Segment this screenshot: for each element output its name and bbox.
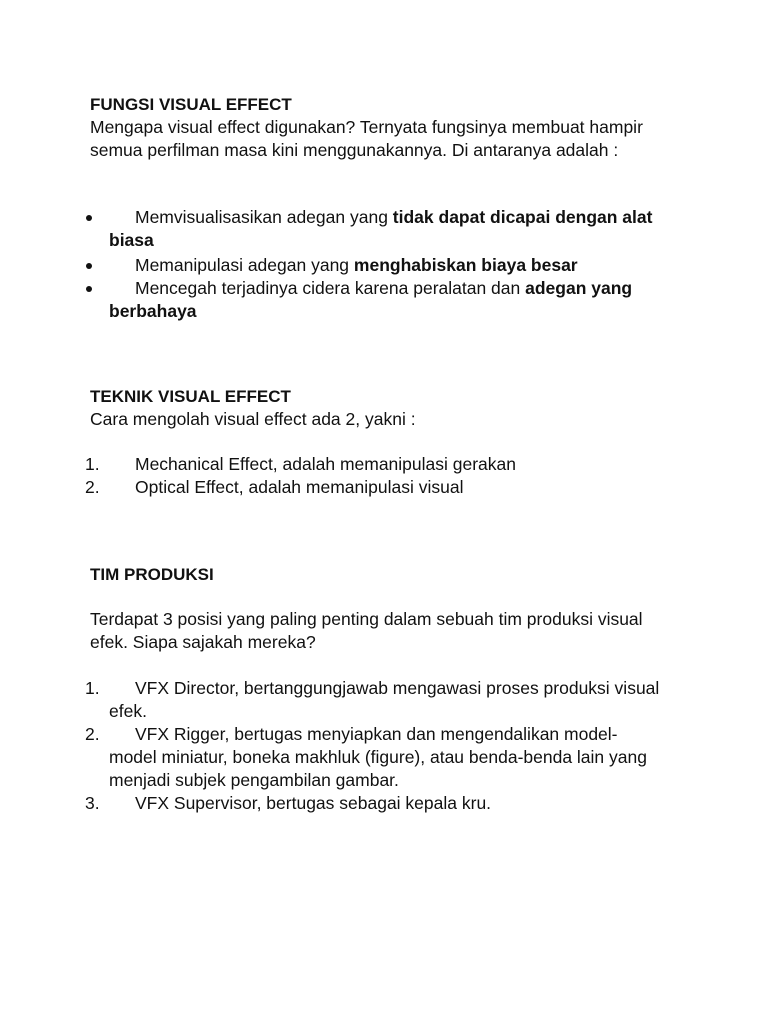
list-number: 2. xyxy=(85,724,100,744)
bullet-icon xyxy=(86,263,92,269)
section-teknik xyxy=(90,385,680,431)
section-title-teknik: TEKNIK VISUAL EFFECT xyxy=(90,387,291,406)
section-title-tim: TIM PRODUKSI xyxy=(90,565,214,584)
list-item-text: VFX Rigger, bertugas menyiapkan dan mengendalikan model-model miniatur, boneka makhluk (figure), atau benda-benda lain yang menjadi subjek pengambilan gambar. xyxy=(109,724,647,790)
section-intro-fungsi: Mengapa visual effect digunakan? Ternyata fungsinya membuat hampir semua perfilman masa kini menggunakannya. Di antaranya adalah : xyxy=(90,117,643,160)
list-item xyxy=(85,723,662,792)
list-number: 1. xyxy=(85,678,100,698)
section-intro-tim-wrap xyxy=(90,608,650,654)
bullet-emphasis: tidak dapat dicapai dengan alat biasa xyxy=(109,207,653,250)
bullet-list-fungsi xyxy=(90,206,680,323)
list-item xyxy=(85,476,680,499)
list-number: 3. xyxy=(85,793,100,813)
bullet-icon xyxy=(86,215,92,221)
bullet-text: Memvisualisasikan adegan yang xyxy=(135,207,393,227)
section-fungsi xyxy=(90,93,680,162)
list-item xyxy=(85,453,680,476)
numbered-list-tim xyxy=(85,677,662,815)
section-intro-teknik: Cara mengolah visual effect ada 2, yakni : xyxy=(90,409,416,429)
list-item-text: VFX Supervisor, bertugas sebagai kepala kru. xyxy=(135,793,492,813)
list-item-text: Optical Effect, adalah memanipulasi visual xyxy=(135,477,464,497)
list-item xyxy=(85,677,662,723)
list-number: 2. xyxy=(85,477,100,497)
numbered-list-teknik xyxy=(85,453,680,499)
list-item xyxy=(90,254,680,277)
section-title-fungsi: FUNGSI VISUAL EFFECT xyxy=(90,95,292,114)
bullet-emphasis: adegan yang berbahaya xyxy=(109,278,633,321)
bullet-text: Mencegah terjadinya cidera karena peralatan dan xyxy=(135,278,526,298)
bullet-text: Memanipulasi adegan yang xyxy=(135,255,354,275)
section-intro-tim: Terdapat 3 posisi yang paling penting dalam sebuah tim produksi visual efek. Siapa sajakah mereka? xyxy=(90,609,643,652)
list-item xyxy=(90,277,699,323)
list-number: 1. xyxy=(85,454,100,474)
list-item xyxy=(90,206,684,252)
list-item xyxy=(85,792,662,815)
list-item-text: VFX Director, bertanggungjawab mengawasi proses produksi visual efek. xyxy=(109,678,660,721)
list-item-text: Mechanical Effect, adalah memanipulasi gerakan xyxy=(135,454,517,474)
section-tim xyxy=(90,563,680,586)
bullet-emphasis: menghabiskan biaya besar xyxy=(353,255,578,275)
bullet-icon xyxy=(86,286,92,292)
